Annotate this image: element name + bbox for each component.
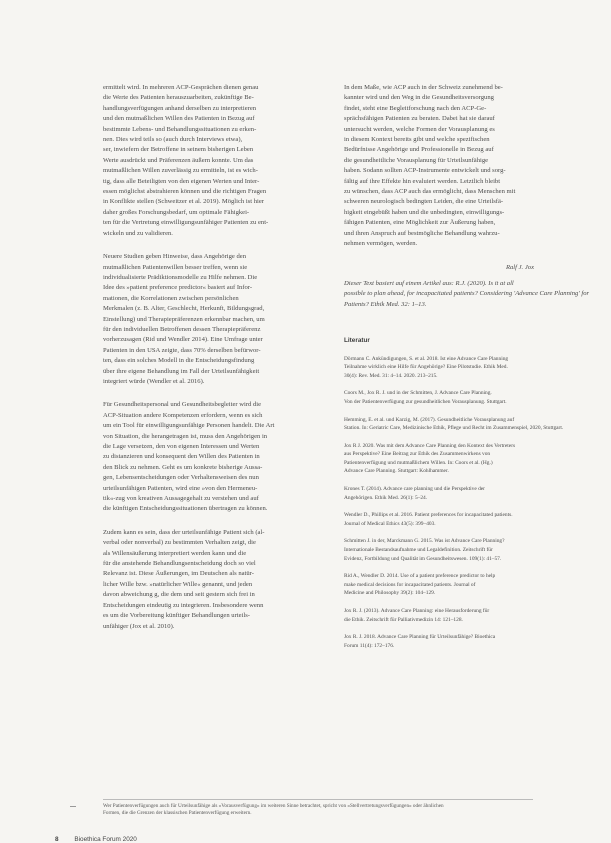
- text-line: den Blick zu nehmen. Geht es um konkrete bisherige Aussa-: [103, 463, 263, 471]
- text-line: für die anstehende Behandlungsentscheidung doch so viel: [103, 560, 256, 568]
- text-line: zu wünschen, dass ACP auch das ermöglicht, dass Menschen mit: [344, 188, 516, 196]
- paragraph: [103, 83, 303, 239]
- text-line: mutmaßlichen Patientenwillen besser treffen, wenn sie: [103, 263, 248, 271]
- footnote: [103, 803, 543, 818]
- reference-item: [344, 389, 534, 406]
- text-line: Relevanz ist. Diese Äußerungen, im Deutschen als natür-: [103, 570, 254, 578]
- text-line: handlungsverfügungen anhand derselben zu interpretieren: [103, 104, 257, 112]
- text-line: Jox R J. 2020. Was mit dem Advance Care Planning den Kontext des Vertreters: [344, 442, 516, 449]
- reference-item: [344, 416, 564, 433]
- text-line: Forum 11(4): 172–176.: [344, 642, 395, 649]
- text-line: Jox R. J. 2018. Advance Care Planning für Urteilsunfähige? Bioethica: [344, 634, 496, 641]
- page-number: 8: [55, 836, 59, 843]
- text-line: wickeln und zu validieren.: [103, 229, 173, 237]
- text-line: mationen, die Korrelationen zwischen persönlichen: [103, 294, 239, 302]
- text-line: Neuere Studien geben Hinweise, dass Angehörige den: [103, 253, 247, 261]
- text-line: als Willensäußerung interpretiert werden kann und die: [103, 549, 247, 557]
- text-line: essen möglichst abstrahieren können und die richtigen Fragen: [103, 188, 267, 196]
- text-line: es um die Vorbereitung künftiger Behandlungen urteils-: [103, 612, 250, 620]
- text-line: Station. In: Geriatric Care, Medizinische Ethik, Pflege und Recht im Zusammenspiel, 2020, Stuttgart.: [344, 425, 564, 432]
- text-line: untersucht werden, welche Formen der Vorausplanung es: [344, 125, 495, 133]
- text-line: Idee des »patient preference predictor« basiert auf Infor-: [103, 284, 253, 292]
- reference-item: [344, 633, 534, 650]
- text-line: Einstellung) und Therapiepräferenzen erkennbar machen, um: [103, 315, 265, 323]
- text-line: tig, dass alle Beteiligten von den eigenen Werten und Inter-: [103, 177, 260, 185]
- right-column: [344, 83, 590, 659]
- text-line: Wendler D., Phillips et al. 2016. Patient preferences for incapacitated patients.: [344, 512, 513, 519]
- references-heading: Literatur: [344, 337, 370, 345]
- text-line: in diesem Kontext bereits gibt und welche spezifischen: [344, 136, 490, 144]
- text-line: Journal of Medical Ethics 43(5): 399–403.: [344, 520, 436, 527]
- text-line: Evidenz, Fortbildung und Qualität im Gesundheitswesen. 109(1): 41–57.: [344, 555, 502, 562]
- text-line: individualisierte Prädiktionsmodelle zu Hilfe nehmen. Die: [103, 273, 258, 281]
- text-line: um ein Tool für einwilligungsunfähige Personen handelt. Die Art: [103, 422, 275, 430]
- text-line: Angehörigen. Ethik Med. 26(1): 5–24.: [344, 494, 428, 501]
- text-line: make medical decisions for incapacitated patients. Journal of: [344, 581, 476, 588]
- text-line: Bedürfnisse Angehörige und Professionelle in Bezug auf: [344, 146, 494, 154]
- footnote-separator: [103, 799, 533, 800]
- text-line: vorherzusagen (Rid und Wendler 2014). Eine Umfrage unter: [103, 336, 263, 344]
- reference-item: [344, 355, 534, 381]
- reference-item: [344, 572, 534, 598]
- text-line: in Konflikte stellen (Schweitzer et al. 2019). Möglich ist hier: [103, 198, 264, 206]
- text-line: Entscheidungen eindeutig zu integrieren. Insbesondere wenn: [103, 601, 264, 609]
- text-line: von Situation, die herangetragen ist, muss den Angehörigen in: [103, 432, 268, 440]
- text-line: über ihre eigene Behandlung im Fall der Urteilsunfähigkeit: [103, 367, 260, 375]
- text-line: Merkmalen (z. B. Alter, Geschlecht, Herkunft, Bildungsgrad,: [103, 305, 265, 313]
- text-line: Krones T. (2014). Advance care planning und die Perspektive der: [344, 486, 485, 493]
- paragraph: [103, 252, 303, 387]
- text-line: Für Gesundheitspersonal und Gesundheitsbegleiter wird die: [103, 401, 262, 409]
- text-line: aus Perspektive? Eine Beitrag zur Ethik des Zusammenwirkens von: [344, 451, 491, 458]
- text-line: die gesundheitliche Vorausplanung für Urteilsunfähige: [344, 156, 489, 164]
- text-line: davon abweichung g, die dem und seit gestern sich frei in: [103, 591, 255, 599]
- reference-item: [344, 511, 534, 528]
- text-line: Dieser Text basiert auf einem Artikel aus: R.J. (2020). Is it at all: [344, 279, 514, 287]
- text-line: Advance Care Planning. Stuttgart: Kohlhammer.: [344, 468, 449, 475]
- text-line: zu distanzieren und konsequent den Willen des Patienten in: [103, 453, 260, 461]
- text-line: unfähiger (Jox et al. 2010).: [103, 622, 175, 630]
- text-line: nehmen vermögen, werden.: [344, 240, 418, 248]
- text-line: für den individuellen Betroffenen dessen Therapiepräferenz: [103, 325, 261, 333]
- text-line: kannter wird und den Weg in die Gesundheitsversorgung: [344, 94, 494, 102]
- reference-item: [344, 485, 534, 502]
- text-line: Medicine and Philosophy 39(2): 104–129.: [344, 590, 436, 597]
- paragraph: [344, 83, 534, 250]
- text-line: 30(4): Rev. Med. 31: 4–14. 2020. 213–215.: [344, 372, 438, 379]
- text-line: tik«-zug von kreativen Aussagegehalt zu verstehen und auf: [103, 495, 259, 503]
- journal-name: Bioethica Forum 2020: [74, 836, 137, 843]
- text-line: Von der Patientenverfügung zur gesundheitlichen Vorausplanung. Stuttgart.: [344, 398, 507, 405]
- text-line: Internationale Bestandsaufnahme und Legaldefinition. Zeitschrift für: [344, 547, 493, 554]
- text-line: bestimmte Lebens- und Behandlungssituationen zu erken-: [103, 125, 257, 133]
- text-line: possible to plan ahead, for incapacitated patients? Considering 'Advance Care Planning' for: [344, 290, 590, 298]
- text-line: die Werte des Patienten herauszuarbeiten, zukünftige Be-: [103, 94, 254, 102]
- text-line: Schmitten J. in der, Marckmann G. 2015. Was ist Advance Care Planning?: [344, 538, 505, 545]
- text-line: Dörmann C. Ankündigungen, S. et al. 2018. Ist eine Advance Care Planning: [344, 355, 509, 362]
- text-line: licher Wille bzw. »natürlicher Wille« genannt, und jeden: [103, 580, 253, 588]
- text-line: integriert würde (Wendler et al. 2016).: [103, 377, 205, 385]
- reference-item: [344, 607, 534, 624]
- paragraph: [103, 400, 303, 514]
- text-line: Patienten in den USA zeigte, dass 70% derselben befürwor-: [103, 346, 261, 354]
- text-line: mutmaßlichen Willen zuverlässig zu ermitteln, ist es wich-: [103, 167, 258, 175]
- text-line: Rid A., Wendler D. 2014. Use of a patient preference predictor to help: [344, 573, 496, 580]
- text-line: In dem Maße, wie ACP auch in der Schweiz zunehmend be-: [344, 84, 503, 91]
- page-footer: [55, 836, 137, 843]
- text-line: ermittelt wird. In mehreren ACP-Gesprächen dienen genau: [103, 84, 259, 91]
- text-line: Teilnahme wirklich eine Hilfe für Angehörige? Eine Pilotstudie. Ethik Med.: [344, 364, 508, 371]
- text-line: schweren neurologisch bedingten Leiden, die eine Urteilsfä-: [344, 198, 504, 206]
- text-line: fältig auf ihre Effekte hin evaluiert werden. Letztlich bleibt: [344, 177, 501, 185]
- text-line: Patients? Ethik Med. 32: 1–13.: [344, 300, 427, 308]
- reference-item: [344, 442, 534, 476]
- text-line: haben. Sodann sollten ACP-Instrumente entwickelt und sorg-: [344, 167, 506, 175]
- margin-mark: [70, 806, 76, 807]
- text-line: die Ethik. Zeitschrift für Palliativmedizin 14: 121–128.: [344, 616, 463, 623]
- text-line: Patientenverfügung und mutmaßlichem Willen. In: Coors et al. (Hg.): [344, 459, 493, 466]
- text-line: ten, dass ein solches Modell in die Entscheidungsfindung: [103, 357, 255, 365]
- text-line: Wer Patientenverfügungen auch für Urteilsunfähige als »Vorausverfügung« im weiteren Sinne betrachtet, spricht von »Stellvertretungsverfügungen« oder ähnlichen: [103, 803, 444, 809]
- text-line: urteilsunfähigen Patienten, wird eine »von den Hermeneu-: [103, 484, 258, 492]
- text-line: und den mutmaßlichen Willen des Patienten in Bezug auf: [103, 115, 255, 123]
- author-signature: Ralf J. Jox: [505, 263, 534, 271]
- text-line: ACP-Situation andere Kompetenzen erfordern, wenn es sich: [103, 411, 263, 419]
- text-line: fähigen Patienten, eine Möglichkeit zur Äußerung haben,: [344, 219, 496, 227]
- text-line: die Lage versetzen, den von eigenen Interessen und Werten: [103, 443, 260, 450]
- text-line: Zudem kann es sein, dass der urteilsunfähige Patient sich (al-: [103, 528, 265, 536]
- paragraph: [103, 528, 303, 632]
- text-line: Hemming, E. et al. und Karzig, M. (2017). Gesundheitliche Vorausplanung auf: [344, 416, 515, 423]
- text-line: verbal oder nonverbal) zu bestimmten Verhalten zeigt, die: [103, 539, 256, 547]
- text-line: Jox R. J. (2013). Advance Care Planning: eine Herausforderung für: [344, 608, 490, 614]
- text-line: daher großes Forschungsbedarf, um optimale Fähigkei-: [103, 208, 250, 216]
- text-line: die künftigen Entscheidungssituationen übertragen zu können.: [103, 505, 268, 513]
- text-line: findet, steht eine Begleitforschung nach den ACP-Ge-: [344, 104, 487, 112]
- text-line: nen. Dies wird teils so (auch durch Interviews etwa),: [103, 136, 243, 144]
- text-line: higkeit eingebüßt haben und die unbedingten, einwilligungs-: [344, 208, 505, 216]
- text-line: ten für die Vertretung einwilligungsunfähiger Patienten zu ent-: [103, 219, 269, 227]
- text-line: gen, Lebensentscheidungen oder Verhaltensweisen des nun: [103, 474, 259, 482]
- text-line: sprächsfähigen Patienten zu beraten. Dabei hat sie darauf: [344, 115, 495, 123]
- left-column: [103, 83, 303, 645]
- source-note: [344, 279, 590, 310]
- reference-item: [344, 537, 534, 563]
- text-line: Werte ausdrückt und Präferenzen äußern konnte. Um das: [103, 156, 254, 164]
- text-line: und ihren Anspruch auf bestmögliche Behandlung wahrzu-: [344, 229, 500, 237]
- text-line: Formen, die die Grenzen der klassischen Patientenverfügung erweitern.: [103, 810, 252, 817]
- text-line: ser, inwiefern der Betroffene in seinem bisherigen Leben: [103, 146, 254, 154]
- text-line: Coors M., Jox R. J. und in der Schmitten, J. Advance Care Planning.: [344, 390, 492, 397]
